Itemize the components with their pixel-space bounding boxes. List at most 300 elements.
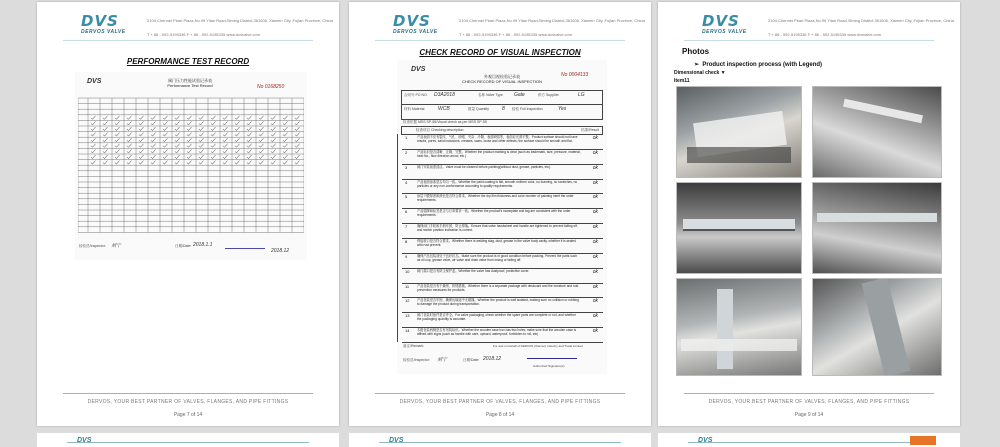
handwritten-tick-mark [187, 161, 192, 165]
document-page-8 [349, 2, 651, 426]
handwritten-tick-mark [127, 121, 132, 125]
signature-date: 2018.12 [271, 248, 290, 254]
handwritten-tick-mark [223, 155, 228, 159]
check-table-header: 检查项目 Checking description 结果/Result [401, 126, 603, 135]
handwritten-tick-mark [151, 127, 156, 131]
handwritten-tick-mark [223, 149, 228, 153]
check-item-result: ok [592, 298, 598, 305]
header-divider [684, 40, 934, 41]
check-item-number: 6 [405, 209, 408, 215]
check-item-number: 9 [405, 253, 408, 259]
handwritten-tick-mark [259, 161, 264, 165]
handwritten-tick-mark [283, 161, 288, 165]
check-item-result: ok [592, 194, 598, 201]
handwritten-tick-mark [187, 149, 192, 153]
check-item-row [402, 164, 603, 180]
handwritten-tick-mark [115, 161, 120, 165]
check-item-row [402, 134, 603, 150]
handwritten-tick-mark [139, 149, 144, 153]
handwritten-tick-mark [115, 149, 120, 153]
handwritten-tick-mark [235, 149, 240, 153]
handwritten-tick-mark [199, 116, 204, 120]
company-contact: T + 86 - 592-5195336 F + 86 - 592-5195335 www.dvsvalve.com [459, 32, 573, 37]
form-title: 外观目视检验记录表 CHECK RECORD OF VISUAL INSPECTION [462, 74, 542, 84]
scanned-performance-form [75, 72, 307, 260]
check-item-number: 5 [405, 194, 408, 200]
handwritten-tick-mark [235, 133, 240, 137]
supplier-value: LG [578, 92, 585, 98]
handwritten-tick-mark [247, 149, 252, 153]
page-header [349, 10, 651, 40]
handwritten-tick-mark [247, 138, 252, 142]
handwritten-tick-mark [175, 149, 180, 153]
handwritten-tick-mark [283, 149, 288, 153]
check-item-description: 产品铭牌和标签是否与订单要求一致。Whether the product's nameplate and tag are consistent with the order requirements. [417, 209, 571, 218]
inspection-photo [676, 86, 802, 178]
po-label: 合同号 PO NO. [404, 93, 428, 97]
check-item-row [402, 223, 603, 239]
check-item-description: 涂层干膜厚度和颜色是否符合要求。Whether the dry film thickness and color number of painting meet the order requirements. [417, 194, 574, 203]
handwritten-tick-mark [103, 133, 108, 137]
handwritten-tick-mark [259, 133, 264, 137]
handwritten-tick-mark [235, 161, 240, 165]
handwritten-tick-mark [103, 144, 108, 148]
handwritten-tick-mark [103, 116, 108, 120]
handwritten-tick-mark [247, 155, 252, 159]
check-item-number: 11 [405, 283, 410, 289]
handwritten-tick-mark [211, 133, 216, 137]
handwritten-tick-mark [283, 133, 288, 137]
handwritten-tick-mark [139, 127, 144, 131]
check-item-description: 产品包装是否牢固，确保运输途中无碰撞。Whether the product is well isolated, making sure no collision or rubbing to damage the product during transportation. [417, 298, 579, 307]
handwritten-tick-mark [103, 149, 108, 153]
handwritten-tick-mark [211, 144, 216, 148]
check-item-description: 阀门安装前需清洁。Valve must be cleaned before painting(without dust, grease, particles, etc). [417, 164, 551, 169]
orange-badge [910, 436, 936, 445]
check-item-description: 产品标识是否清晰、正确、完整。Whether the product marking is clear (such as trademark, size, pressure, material, heat No., flow direction arrow, etc.) [417, 149, 581, 158]
check-item-description: 产品表面不应有裂纹、气孔、砂眼、夹杂、冷隔、表面缺陷等，表面应光滑平整。Product surface should not have cracks, pores, sand inclusions, creases, scars, loose and other defects; the surface should be smooth and flat. [417, 135, 578, 143]
handwritten-tick-mark [139, 121, 144, 125]
check-item-description: 确保阀门手轮和手柄牢固，防止掉落。Ensure that valve handwheel and handle are tightened to prevent falling off, and switch position indication is correct. [417, 224, 578, 233]
handwritten-tick-mark [283, 121, 288, 125]
inspector-label: 检验员/Inspector: [79, 244, 106, 248]
check-item-number: 14 [405, 328, 410, 334]
handwritten-tick-mark [259, 116, 264, 120]
handwritten-tick-mark [271, 155, 276, 159]
inspection-photo [676, 278, 802, 376]
handwritten-tick-mark [91, 144, 96, 148]
check-item-row [402, 297, 603, 313]
inspection-photo [812, 86, 942, 178]
footer-divider [375, 393, 625, 394]
company-contact: T + 86 - 592-5195336 F + 86 - 592-5195335 www.dvsvalve.com [147, 32, 261, 37]
handwritten-tick-mark [271, 144, 276, 148]
handwritten-tick-mark [211, 127, 216, 131]
handwritten-tick-mark [199, 133, 204, 137]
form-info-box [401, 90, 603, 120]
handwritten-tick-mark [103, 155, 108, 159]
check-item-number: 12 [405, 298, 410, 304]
handwritten-tick-mark [199, 144, 204, 148]
handwritten-tick-mark [295, 133, 300, 137]
company-address: 2104,Chennel Pearl Plaza,No.99 Yilan Road,Siming District,361006, Xiamen City, Fujian Province, China [459, 18, 645, 23]
check-item-number: 8 [405, 239, 408, 244]
handwritten-tick-mark [163, 138, 168, 142]
handwritten-tick-mark [163, 155, 168, 159]
handwritten-tick-mark [103, 121, 108, 125]
handwritten-tick-mark [163, 116, 168, 120]
check-item-result: ok [592, 283, 598, 290]
check-item-row [402, 193, 603, 209]
check-item-description: 木箱包装两侧是否有吊装标识。Whether the wooden case box has two holes; make sure that the wooden case is affixed with signs (such as handle with care, upward, waterproof, forbidden to roll, etc) [417, 328, 577, 337]
authorized-signature: Authorized Signature(s) [533, 364, 565, 368]
handwritten-tick-mark [127, 133, 132, 137]
check-item-description: 产品表面涂漆是否均匀一致。Whether the paint coating is flat, smooth uniform color, no foaming, no scratches, no particles or any non-conformance according to quality requirements. [417, 179, 578, 188]
next-page-stub: DVS [349, 433, 651, 447]
material-value: WCB [438, 106, 450, 112]
page-header [658, 10, 960, 40]
handwritten-tick-mark [259, 121, 264, 125]
check-item-result: ok [592, 135, 598, 141]
next-page-stub: DVS [37, 433, 339, 447]
company-contact: T + 86 - 592-5195336 F + 86 - 592-5195335 www.dvsvalve.com [768, 32, 882, 37]
handwritten-tick-mark [139, 138, 144, 142]
handwritten-tick-mark [199, 155, 204, 159]
date-label: 日期/Date: [463, 358, 480, 362]
check-item-row [402, 208, 603, 224]
handwritten-tick-mark [139, 116, 144, 120]
handwritten-tick-mark [115, 121, 120, 125]
handwritten-tick-mark [115, 127, 120, 131]
inspection-value: Yes [558, 106, 567, 112]
handwritten-tick-mark [259, 144, 264, 148]
handwritten-tick-mark [103, 161, 108, 165]
handwritten-tick-mark [115, 133, 120, 137]
handwritten-tick-mark [259, 149, 264, 153]
check-item-description: 焊接坡口是否符合要求。Whether there is welding slag, dust, grease in the valve body cavity, whether it is sealed with rust prevent. [417, 239, 576, 247]
date-value: 2018.12 [483, 356, 502, 362]
handwritten-tick-mark [211, 149, 216, 153]
handwritten-tick-mark [295, 121, 300, 125]
document-page-7 [37, 2, 339, 426]
handwritten-tick-mark [175, 161, 180, 165]
remark-label: 备注/Remark: [403, 344, 425, 348]
handwritten-tick-mark [163, 121, 168, 125]
check-item-result: ok [592, 179, 598, 186]
handwritten-tick-mark [139, 161, 144, 165]
handwritten-tick-mark [235, 144, 240, 148]
handwritten-tick-mark [175, 133, 180, 137]
handwritten-tick-mark [151, 155, 156, 159]
handwritten-tick-mark [103, 127, 108, 131]
handwritten-tick-mark [295, 149, 300, 153]
page-number: Page 9 of 14 [794, 412, 824, 418]
material-label: 材料 Material [404, 107, 425, 111]
scanned-visual-inspection-form [397, 60, 607, 374]
footer-divider [684, 393, 934, 394]
handwritten-tick-mark [187, 121, 192, 125]
handwritten-tick-mark [259, 138, 264, 142]
handwritten-tick-mark [175, 144, 180, 148]
check-item-result: ok [592, 328, 598, 335]
handwritten-tick-mark [103, 138, 108, 142]
dimensional-check-label: Dimensional check ▼ [674, 70, 726, 76]
handwritten-tick-mark [163, 144, 168, 148]
handwritten-tick-mark [199, 138, 204, 142]
company-address: 2104,Chennel Pearl Plaza,No.99 Yilan Road,Siming District,361006, Xiamen City, Fujian Province, China [147, 18, 333, 23]
handwritten-tick-mark [283, 144, 288, 148]
supplier-label: 供方 Supplier [538, 93, 559, 97]
handwritten-tick-mark [91, 161, 96, 165]
check-item-number: 10 [405, 268, 410, 274]
check-item-row [402, 179, 603, 195]
page-title: CHECK RECORD OF VISUAL INSPECTION [419, 48, 581, 57]
inspection-basis: 检查依据 MSS SP-55/Visual check as per MSS SP-55 [403, 120, 487, 124]
handwritten-tick-mark [247, 127, 252, 131]
handwritten-tick-mark [295, 116, 300, 120]
handwritten-tick-mark [235, 121, 240, 125]
handwritten-tick-mark [139, 133, 144, 137]
handwritten-tick-mark [199, 127, 204, 131]
handwritten-tick-mark [295, 138, 300, 142]
date-label: 日期/Date: [175, 244, 192, 248]
handwritten-tick-mark [223, 138, 228, 142]
page-title: PERFORMANCE TEST RECORD [126, 57, 250, 66]
handwritten-tick-mark [199, 161, 204, 165]
handwritten-tick-mark [175, 116, 180, 120]
form-doc-no: No 0004133 [561, 72, 589, 78]
handwritten-tick-mark [295, 161, 300, 165]
handwritten-tick-mark [187, 133, 192, 137]
check-item-result: ok [592, 253, 598, 260]
check-item-row [402, 312, 603, 328]
handwritten-tick-mark [271, 161, 276, 165]
handwritten-tick-mark [91, 116, 96, 120]
next-page-stub: DVS [658, 433, 960, 447]
handwritten-tick-mark [163, 161, 168, 165]
check-item-result: ok [592, 224, 598, 231]
handwritten-tick-mark [151, 133, 156, 137]
handwritten-tick-mark [151, 138, 156, 142]
handwritten-tick-mark [187, 127, 192, 131]
form-logo: DVS [87, 78, 102, 85]
valve-type-value: Gate [514, 92, 525, 98]
handwritten-tick-mark [283, 127, 288, 131]
handwritten-tick-mark [187, 155, 192, 159]
page-header [37, 10, 339, 40]
po-value: D3A2018 [434, 92, 455, 98]
handwritten-tick-mark [163, 149, 168, 153]
handwritten-tick-mark [271, 121, 276, 125]
check-item-result: ok [592, 313, 598, 320]
handwritten-tick-mark [91, 127, 96, 131]
handwritten-tick-mark [127, 127, 132, 131]
check-item-result: ok [592, 209, 598, 216]
footer-divider [63, 393, 313, 394]
handwritten-tick-mark [115, 144, 120, 148]
company-logo: DVS DERVOS VALVE [81, 12, 126, 35]
handwritten-tick-mark [247, 133, 252, 137]
test-record-grid [78, 94, 304, 244]
form-logo: DVS [411, 66, 426, 73]
check-item-number: 7 [405, 224, 408, 230]
handwritten-tick-mark [223, 121, 228, 125]
check-item-number: 13 [405, 313, 410, 319]
handwritten-tick-mark [223, 127, 228, 131]
document-page-9 [658, 2, 960, 426]
handwritten-tick-mark [271, 138, 276, 142]
check-item-number: 4 [405, 179, 408, 185]
page-footer: DERVOS, YOUR BEST PARTNER OF VALVES, FLANGES, AND PIPE FITTINGS [87, 399, 289, 405]
handwritten-tick-mark [115, 138, 120, 142]
handwritten-tick-mark [295, 144, 300, 148]
handwritten-tick-mark [247, 116, 252, 120]
inspector-label: 检验员/Inspector: [403, 358, 430, 362]
check-item-number: 2 [405, 149, 408, 155]
inspection-label: 检验 Full Inspection [512, 107, 543, 111]
inspection-photo [812, 182, 942, 274]
handwritten-tick-mark [247, 161, 252, 165]
page-footer: DERVOS, YOUR BEST PARTNER OF VALVES, FLANGES, AND PIPE FITTINGS [399, 399, 601, 405]
valve-type-label: 名称 Valve Type [478, 93, 503, 97]
handwritten-tick-mark [235, 127, 240, 131]
handwritten-tick-mark [127, 149, 132, 153]
handwritten-tick-mark [283, 116, 288, 120]
handwritten-tick-mark [223, 133, 228, 137]
form-title: 阀门压力性能试验记录表 Performance Test Record [167, 78, 213, 88]
handwritten-tick-mark [139, 155, 144, 159]
handwritten-tick-mark [295, 155, 300, 159]
form-doc-no: No 0168250 [257, 84, 285, 90]
handwritten-tick-mark [127, 155, 132, 159]
inspection-photo [676, 182, 802, 274]
item-label: Item11 [674, 78, 690, 84]
handwritten-tick-mark [211, 138, 216, 142]
handwritten-tick-mark [91, 121, 96, 125]
check-item-description: 阀门包装时备件是否齐全。For valve packaging, check whether the spare parts are complete or not, and whether the packaging quantity is accurate. [417, 313, 576, 322]
handwritten-tick-mark [199, 121, 204, 125]
handwritten-tick-mark [211, 161, 216, 165]
inspector-signature: 刘宁 [111, 243, 122, 249]
handwritten-tick-mark [271, 149, 276, 153]
handwritten-tick-mark [235, 138, 240, 142]
header-divider [63, 40, 313, 41]
handwritten-tick-mark [91, 138, 96, 142]
signature-line [225, 248, 265, 249]
check-item-row [402, 327, 603, 343]
handwritten-tick-mark [187, 116, 192, 120]
handwritten-tick-mark [163, 127, 168, 131]
section-bullet: ➢ Product inspection process (with Legend) [694, 62, 823, 68]
company-logo: DVS DERVOS VALVE [702, 12, 747, 35]
handwritten-tick-mark [175, 127, 180, 131]
check-item-row [402, 253, 603, 269]
check-items-list [397, 134, 607, 342]
handwritten-tick-mark [295, 127, 300, 131]
quantity-value: 8 [502, 106, 505, 112]
handwritten-tick-mark [91, 155, 96, 159]
handwritten-tick-mark [223, 161, 228, 165]
handwritten-tick-mark [91, 133, 96, 137]
handwritten-tick-mark [211, 121, 216, 125]
inspection-photo [812, 278, 942, 376]
page-number: Page 7 of 14 [173, 412, 203, 418]
handwritten-tick-mark [211, 116, 216, 120]
page-title: Photos [682, 47, 710, 56]
signature-line [527, 358, 577, 359]
handwritten-tick-mark [283, 138, 288, 142]
check-item-number: 3 [405, 164, 408, 170]
handwritten-tick-mark [283, 155, 288, 159]
arrow-bullet-icon: ➢ [694, 62, 700, 68]
company-logo: DVS DERVOS VALVE [393, 12, 438, 35]
check-item-row [402, 268, 603, 284]
handwritten-tick-mark [151, 116, 156, 120]
check-item-description: 阀门端口是否有防尘保护盖。Whether the valve has dustproof, protective cover. [417, 268, 530, 273]
handwritten-tick-mark [151, 149, 156, 153]
handwritten-tick-mark [247, 121, 252, 125]
check-item-description: 确保产品包装前处于良好状态。Make sure the product is in good condition before packing. Prevent the parts such as oil cup, grease valve, air valve and drain valve from losing or falling off. [417, 253, 577, 262]
handwritten-tick-mark [259, 127, 264, 131]
handwritten-tick-mark [247, 144, 252, 148]
check-item-row [402, 283, 603, 299]
check-item-result: ok [592, 239, 598, 245]
handwritten-tick-mark [259, 155, 264, 159]
inspector-signature: 刘宁 [437, 357, 448, 363]
handwritten-tick-mark [91, 149, 96, 153]
handwritten-tick-mark [199, 149, 204, 153]
handwritten-tick-mark [223, 116, 228, 120]
handwritten-tick-mark [115, 116, 120, 120]
handwritten-tick-mark [127, 161, 132, 165]
check-item-result: ok [592, 149, 598, 156]
handwritten-tick-mark [175, 155, 180, 159]
handwritten-tick-mark [235, 116, 240, 120]
handwritten-tick-mark [127, 138, 132, 142]
handwritten-tick-mark [211, 155, 216, 159]
quantity-label: 数量 Quantity [468, 107, 490, 111]
handwritten-tick-mark [235, 155, 240, 159]
header-divider [375, 40, 625, 41]
handwritten-tick-mark [271, 127, 276, 131]
handwritten-tick-mark [151, 121, 156, 125]
check-item-row [402, 149, 603, 165]
handwritten-tick-mark [163, 133, 168, 137]
check-item-result: ok [592, 268, 598, 275]
check-item-row [402, 238, 603, 254]
handwritten-tick-mark [151, 161, 156, 165]
page-number: Page 8 of 14 [485, 412, 515, 418]
handwritten-tick-mark [127, 144, 132, 148]
check-item-result: ok [592, 164, 598, 171]
handwritten-tick-mark [271, 133, 276, 137]
company-address: 2104,Chennel Pearl Plaza,No.99 Yilan Road,Siming District,361006, Xiamen City, Fujian Province, China [768, 18, 954, 23]
handwritten-tick-mark [151, 144, 156, 148]
handwritten-tick-mark [127, 116, 132, 120]
page-footer: DERVOS, YOUR BEST PARTNER OF VALVES, FLANGES, AND PIPE FITTINGS [708, 399, 910, 405]
handwritten-tick-mark [115, 155, 120, 159]
handwritten-tick-mark [175, 138, 180, 142]
handwritten-tick-mark [187, 138, 192, 142]
handwritten-tick-mark [187, 144, 192, 148]
date-value: 2018.1.1 [193, 242, 213, 248]
handwritten-tick-mark [139, 144, 144, 148]
handwritten-tick-mark [223, 144, 228, 148]
handwritten-tick-mark [175, 121, 180, 125]
signer-note: For and on behalf of DERVOS (Xiamen) Industry and Trade Limited [493, 344, 583, 348]
check-item-description: 产品包装是否有干燥剂、防锈措施。Whether there is a separate package with desiccant and the moisture and rust prevention measures for products. [417, 283, 579, 292]
handwritten-tick-mark [271, 116, 276, 120]
